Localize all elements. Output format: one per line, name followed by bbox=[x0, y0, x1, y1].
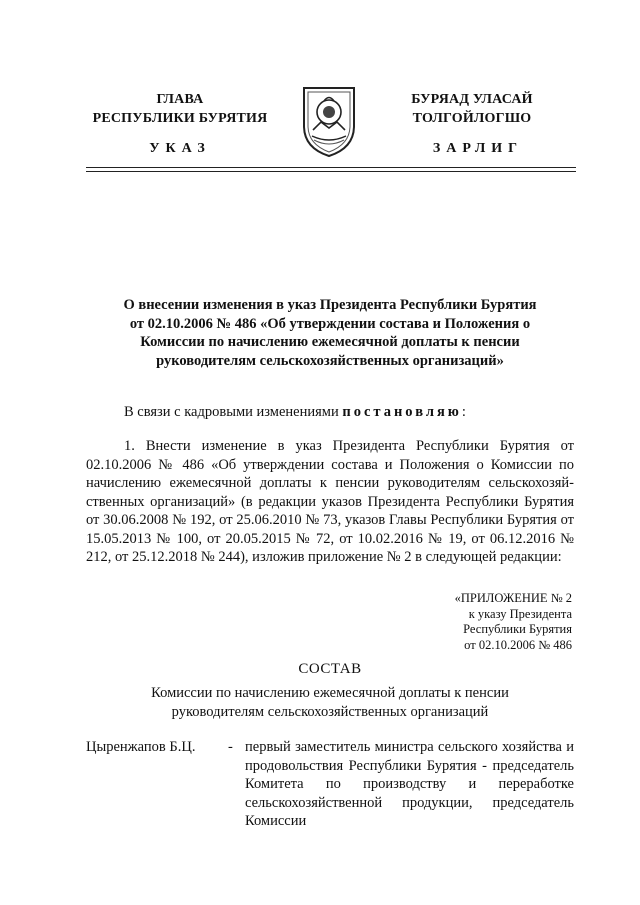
header-left-block bbox=[70, 90, 290, 128]
intro-spaced-word: постановляю bbox=[342, 404, 462, 420]
decree-word-ru: УКАЗ bbox=[149, 141, 211, 156]
header-divider-top bbox=[86, 167, 576, 168]
appendix-line: от 02.10.2006 № 486 bbox=[464, 637, 572, 652]
item-1-paragraph: 1. Внести изменение в указ Президента Республики Бурятия от 02.10.2006 № 486 «Об утверждении состава и Положения о Комиссии по начислению ежемесячной доплаты к пенсии руководителям сельскохозяйственных организаций» (в редакции указов Президента Республики Бурятия от 30.06.2008 № 192, от 25.06.2010 № 73, указов Главы Республики Бурятия от 15.05.2013 № 100, от 20.05.2015 № 72, от 10.02.2016 № 19, от 06.12.2016 № 212, от 25.12.2018 № 244), изложив приложение № 2 в следующей редакции: bbox=[86, 438, 574, 565]
header-right-line1: БУРЯАД УЛАСАЙ bbox=[411, 92, 533, 107]
sostav-subtitle bbox=[86, 684, 574, 721]
header-left-line2: РЕСПУБЛИКИ БУРЯТИЯ bbox=[92, 111, 268, 126]
intro-paragraph bbox=[86, 403, 574, 422]
appendix-line: к указу Президента bbox=[468, 606, 572, 621]
member-dash: - bbox=[228, 739, 233, 755]
sostav-heading: СОСТАВ bbox=[298, 661, 362, 677]
title-line: Комиссии по начислению ежемесячной доплаты к пенсии bbox=[140, 334, 520, 350]
header-right-block bbox=[372, 90, 572, 128]
title-line: О внесении изменения в указ Президента Республики Бурятия bbox=[123, 297, 537, 313]
document-title bbox=[86, 296, 574, 370]
title-line: руководителям сельскохозяйственных организаций» bbox=[156, 352, 504, 369]
header-left-line1: ГЛАВА bbox=[156, 92, 204, 107]
intro-text: В связи с кадровыми изменениями bbox=[124, 404, 343, 420]
header-right-line2: ТОЛГОЙЛОГШО bbox=[412, 111, 532, 126]
sostav-subtitle-line: руководителям сельскохозяйственных организаций bbox=[171, 703, 489, 720]
appendix-line: Республики Бурятия bbox=[463, 622, 572, 636]
member-role: первый заместитель министра сельского хозяйства и продовольствия Республики Бурятия - председатель Комитета по производству и переработке сельскохозяйственной продукции, председатель Комиссии bbox=[245, 739, 574, 829]
coat-of-arms-icon bbox=[296, 82, 362, 160]
sostav-subtitle-line: Комиссии по начислению ежемесячной доплаты к пенсии bbox=[151, 685, 509, 701]
intro-tail: : bbox=[461, 404, 466, 420]
appendix-line: «ПРИЛОЖЕНИЕ № 2 bbox=[454, 591, 572, 605]
header-divider-bottom bbox=[86, 171, 576, 172]
member-name: Цыренжапов Б.Ц. bbox=[86, 739, 196, 755]
title-line: от 02.10.2006 № 486 «Об утверждении состава и Положения о bbox=[129, 315, 531, 332]
decree-word-bua: ЗАРЛИГ bbox=[432, 141, 524, 156]
appendix-note bbox=[400, 591, 572, 653]
